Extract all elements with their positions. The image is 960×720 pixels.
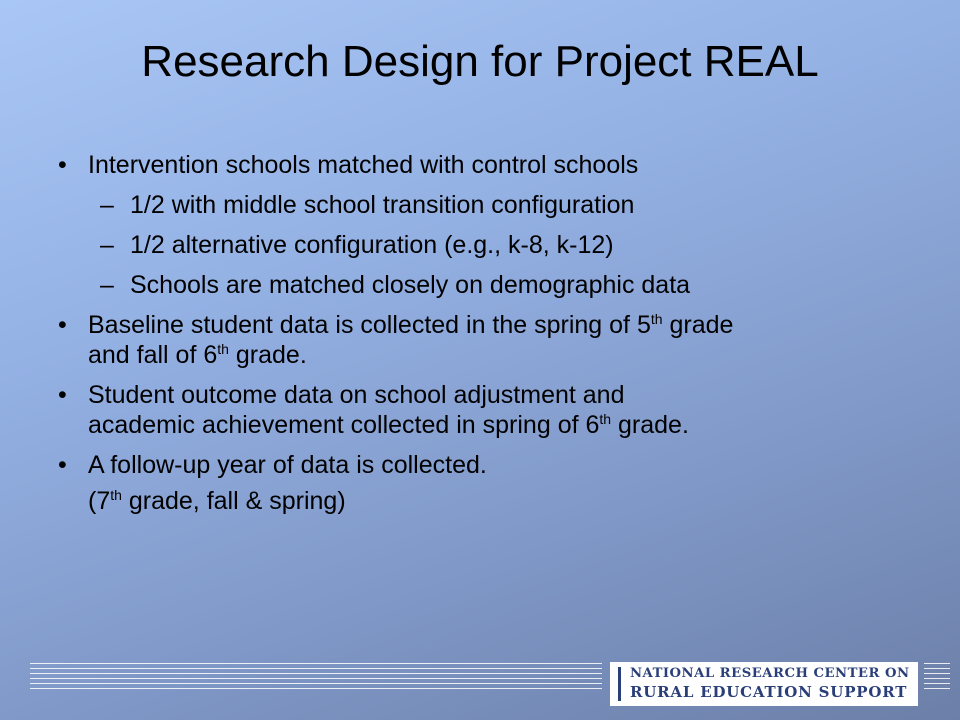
decorative-lines-left xyxy=(30,663,602,693)
bullet-2-line-1-text: Baseline student data is collected in the spring of 5 xyxy=(88,311,651,339)
bullet-3-line-1: Student outcome data on school adjustment and xyxy=(88,381,625,409)
nrcres-logo xyxy=(610,662,918,706)
sub-bullet-2 xyxy=(58,230,938,260)
bullet-4-text: A follow-up year of data is collected. xyxy=(88,451,487,479)
superscript: th xyxy=(110,487,122,503)
bullet-marker: • xyxy=(58,381,67,409)
bullet-2-line-2-text: and fall of 6 xyxy=(88,341,218,369)
sub-bullet-3-text: Schools are matched closely on demographic data xyxy=(130,271,691,299)
dash-marker: – xyxy=(100,231,114,259)
sub-bullet-1 xyxy=(58,190,938,220)
continuation-end: grade, fall & spring) xyxy=(121,487,346,515)
superscript: th xyxy=(650,311,663,327)
bullet-2-line-2-end: grade. xyxy=(228,341,307,369)
superscript: th xyxy=(599,411,612,427)
continuation-start: (7 xyxy=(88,487,111,515)
bullet-1 xyxy=(58,150,938,180)
bullet-2 xyxy=(58,310,938,370)
bullet-2-line-1 xyxy=(88,310,938,340)
bullet-4 xyxy=(58,450,938,480)
bullet-3 xyxy=(58,380,938,440)
bullet-marker: • xyxy=(58,151,67,179)
logo-line-1: NATIONAL RESEARCH CENTER ON xyxy=(630,666,910,681)
sub-bullet-2-text: 1/2 alternative configuration (e.g., k-8, k-12) xyxy=(130,231,614,259)
sub-bullet-1-text: 1/2 with middle school transition configuration xyxy=(130,191,635,219)
sub-bullet-3 xyxy=(58,270,938,300)
bullet-2-line-2 xyxy=(88,340,938,370)
bullet-1-text: Intervention schools matched with control schools xyxy=(88,151,639,179)
bullet-3-line-2-end: grade. xyxy=(611,411,689,439)
slide-title: Research Design for Project REAL xyxy=(141,37,819,86)
bullet-3-line-2-text: academic achievement collected in spring of 6 xyxy=(88,411,600,439)
bullet-4-continuation xyxy=(58,486,938,516)
bullet-marker: • xyxy=(58,451,67,479)
dash-marker: – xyxy=(100,191,114,219)
superscript: th xyxy=(217,341,229,357)
bullet-2-line-1-end: grade xyxy=(662,311,734,339)
decorative-lines-right xyxy=(924,663,950,693)
slide-content xyxy=(58,150,938,516)
bullet-3-line-2 xyxy=(88,410,938,440)
dash-marker: – xyxy=(100,271,114,299)
logo-line-2: RURAL EDUCATION SUPPORT xyxy=(630,683,908,701)
bullet-marker: • xyxy=(58,311,67,339)
